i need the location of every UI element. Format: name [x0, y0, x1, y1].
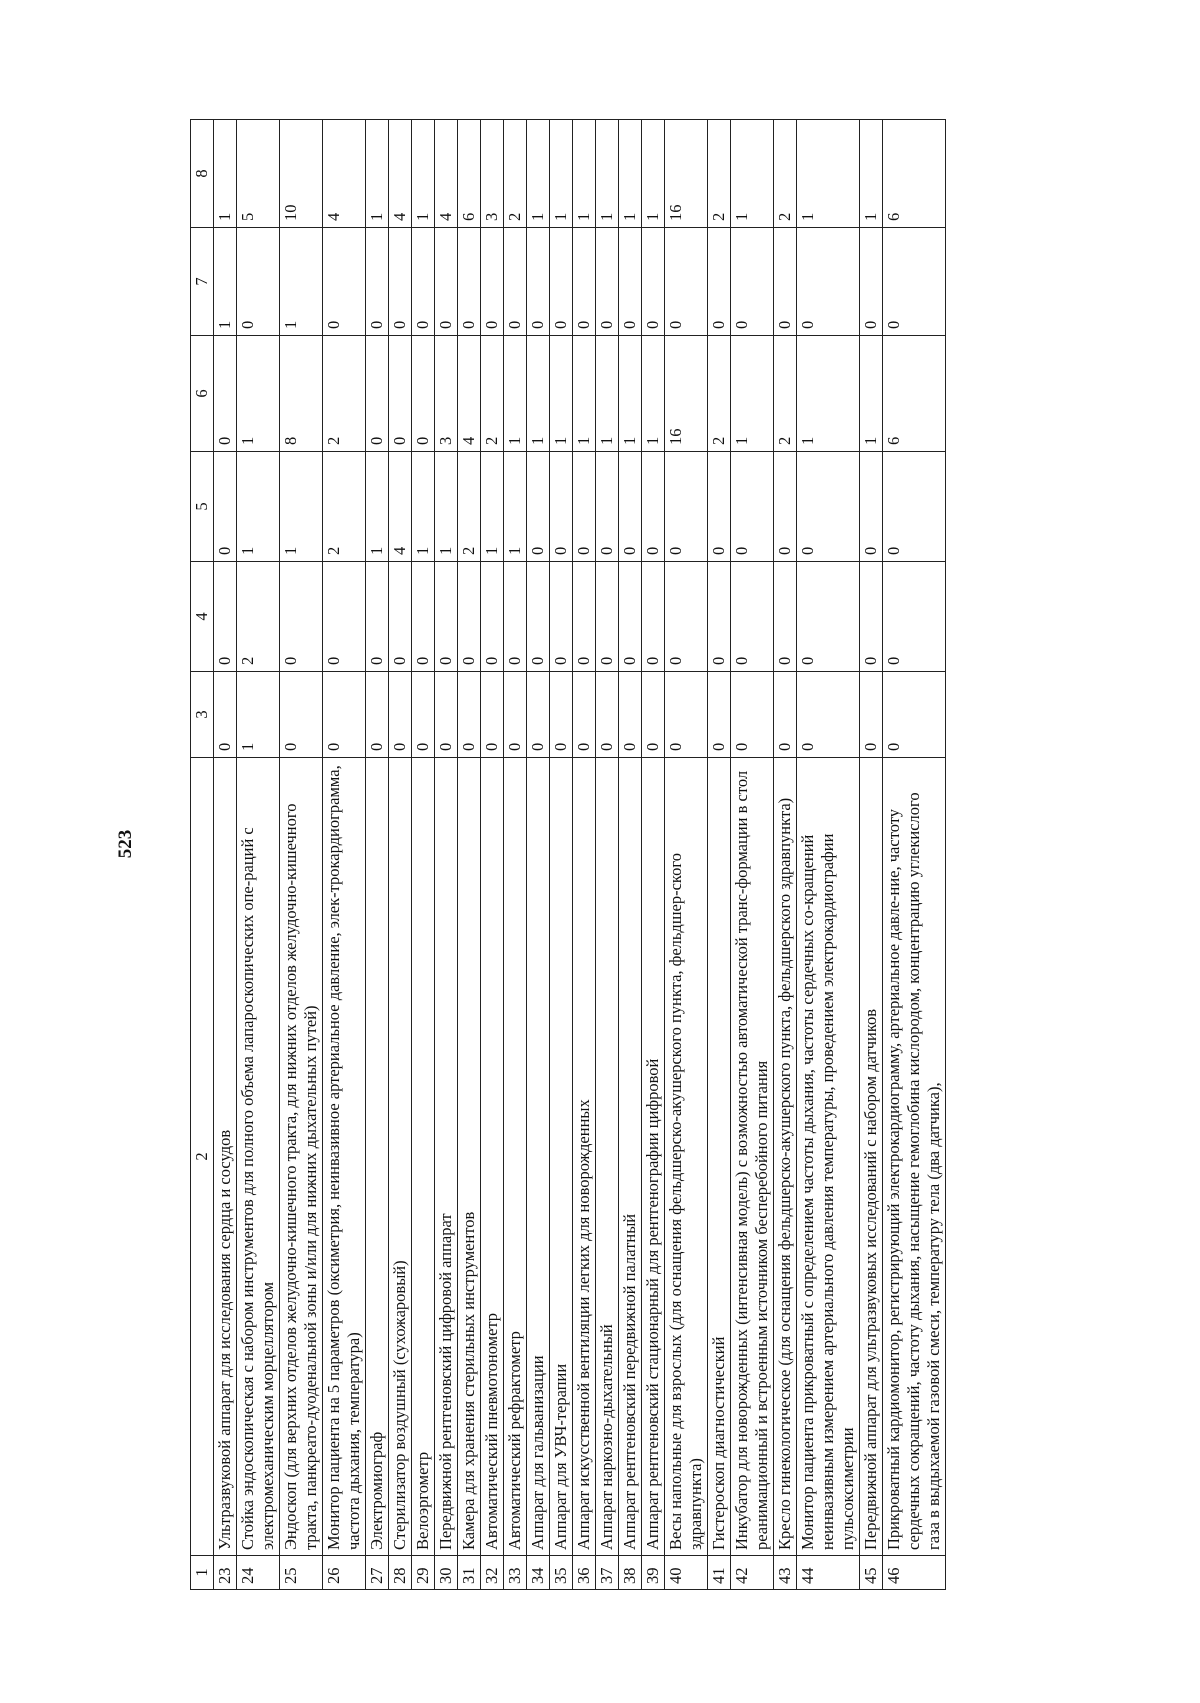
- col5-value: 0: [619, 452, 642, 562]
- col7-value: 0: [883, 228, 946, 336]
- equipment-name: Монитор пациента на 5 параметров (оксиметрия, неинвазивное артериальное давление, элек-трокардиограмма, частота дыхания, температура): [323, 758, 366, 1556]
- col5-value: 0: [860, 452, 883, 562]
- col4-value: 0: [366, 562, 389, 672]
- col4-value: 0: [527, 562, 550, 672]
- col5-value: 0: [883, 452, 946, 562]
- total-value: 6: [458, 120, 481, 228]
- table-row: [389, 120, 412, 1590]
- col6-value: 1: [619, 336, 642, 452]
- total-value: 1: [619, 120, 642, 228]
- equipment-name: Аппарат наркозно-дыхательный: [596, 758, 619, 1556]
- col3-value: 0: [280, 672, 323, 758]
- col3-value: 0: [596, 672, 619, 758]
- col4-value: 0: [458, 562, 481, 672]
- col3-value: 0: [619, 672, 642, 758]
- total-value: 5: [237, 120, 280, 228]
- table-row: [458, 120, 481, 1590]
- table-row: [797, 120, 860, 1590]
- col5-value: 0: [708, 452, 731, 562]
- table-row: [774, 120, 797, 1590]
- col4-value: 0: [389, 562, 412, 672]
- col3-value: 0: [642, 672, 665, 758]
- total-value: 1: [412, 120, 435, 228]
- row-number: 35: [550, 1556, 573, 1590]
- col3-value: 0: [435, 672, 458, 758]
- col7-value: 0: [797, 228, 860, 336]
- row-number: 29: [412, 1556, 435, 1590]
- total-value: 1: [527, 120, 550, 228]
- header-col-6: 6: [191, 336, 214, 452]
- header-col-1: 1: [191, 1556, 214, 1590]
- col6-value: 6: [883, 336, 946, 452]
- col5-value: 1: [280, 452, 323, 562]
- row-number: 26: [323, 1556, 366, 1590]
- col4-value: 0: [642, 562, 665, 672]
- table-row: [550, 120, 573, 1590]
- total-value: 1: [642, 120, 665, 228]
- col6-value: 16: [665, 336, 708, 452]
- col5-value: 0: [214, 452, 237, 562]
- total-value: 3: [481, 120, 504, 228]
- col5-value: 0: [550, 452, 573, 562]
- col4-value: 0: [573, 562, 596, 672]
- equipment-name: Автоматический пневмотонометр: [481, 758, 504, 1556]
- row-number: 41: [708, 1556, 731, 1590]
- col5-value: 0: [731, 452, 774, 562]
- col4-value: 0: [797, 562, 860, 672]
- equipment-name: Инкубатор для новорожденных (интенсивная модель) с возможностью автоматической транс-формации в стол реанимационный и встроенным источником бесперебойного питания: [731, 758, 774, 1556]
- col7-value: 0: [481, 228, 504, 336]
- total-value: 4: [323, 120, 366, 228]
- table-row: [481, 120, 504, 1590]
- col4-value: 0: [619, 562, 642, 672]
- col5-value: 1: [237, 452, 280, 562]
- row-number: 31: [458, 1556, 481, 1590]
- col4-value: 0: [596, 562, 619, 672]
- col3-value: 0: [860, 672, 883, 758]
- col7-value: 0: [412, 228, 435, 336]
- col7-value: 0: [731, 228, 774, 336]
- table-row: [323, 120, 366, 1590]
- table-body: [214, 120, 946, 1590]
- total-value: 16: [665, 120, 708, 228]
- col7-value: 1: [280, 228, 323, 336]
- equipment-name: Ультразвуковой аппарат для исследования сердца и сосудов: [214, 758, 237, 1556]
- col5-value: 0: [527, 452, 550, 562]
- col5-value: 0: [573, 452, 596, 562]
- col7-value: 0: [619, 228, 642, 336]
- table-row: [214, 120, 237, 1590]
- row-number: 42: [731, 1556, 774, 1590]
- col6-value: 1: [527, 336, 550, 452]
- row-number: 38: [619, 1556, 642, 1590]
- table-row: [504, 120, 527, 1590]
- equipment-name: Стерилизатор воздушный (сухожаровый): [389, 758, 412, 1556]
- col3-value: 0: [366, 672, 389, 758]
- equipment-name: Аппарат рентгеновский стационарный для рентгенографии цифровой: [642, 758, 665, 1556]
- col3-value: 0: [412, 672, 435, 758]
- row-number: 30: [435, 1556, 458, 1590]
- col7-value: 0: [527, 228, 550, 336]
- equipment-name: Электромиограф: [366, 758, 389, 1556]
- row-number: 34: [527, 1556, 550, 1590]
- row-number: 45: [860, 1556, 883, 1590]
- total-value: 1: [731, 120, 774, 228]
- table-row: [280, 120, 323, 1590]
- col7-value: 0: [665, 228, 708, 336]
- col5-value: 0: [774, 452, 797, 562]
- col6-value: 2: [481, 336, 504, 452]
- col7-value: 0: [550, 228, 573, 336]
- col3-value: 0: [458, 672, 481, 758]
- col3-value: 0: [504, 672, 527, 758]
- row-number: 23: [214, 1556, 237, 1590]
- col6-value: 3: [435, 336, 458, 452]
- col3-value: 0: [731, 672, 774, 758]
- col7-value: 0: [504, 228, 527, 336]
- col5-value: 1: [412, 452, 435, 562]
- row-number: 46: [883, 1556, 946, 1590]
- col3-value: 0: [665, 672, 708, 758]
- col7-value: 0: [237, 228, 280, 336]
- header-col-3: 3: [191, 672, 214, 758]
- header-col-2: 2: [191, 758, 214, 1556]
- col6-value: 1: [596, 336, 619, 452]
- table-row: [527, 120, 550, 1590]
- total-value: 1: [797, 120, 860, 228]
- col6-value: 1: [860, 336, 883, 452]
- col3-value: 0: [797, 672, 860, 758]
- col5-value: 1: [481, 452, 504, 562]
- equipment-name: Эндоскоп (для верхних отделов желудочно-кишечного тракта, для нижних отделов желудочно-кишечного тракта, панкреато-дуоденальной зоны и/или для нижних дыхательных путей): [280, 758, 323, 1556]
- col4-value: 2: [237, 562, 280, 672]
- col7-value: 0: [458, 228, 481, 336]
- row-number: 33: [504, 1556, 527, 1590]
- col4-value: 0: [412, 562, 435, 672]
- equipment-name: Стойка эндоскопическая с набором инструментов для полного объема лапароскопических опе-раций с электромеханическим морцеллятором: [237, 758, 280, 1556]
- row-number: 27: [366, 1556, 389, 1590]
- total-value: 1: [860, 120, 883, 228]
- table-row: [573, 120, 596, 1590]
- col4-value: 0: [665, 562, 708, 672]
- col5-value: 1: [366, 452, 389, 562]
- col5-value: 0: [642, 452, 665, 562]
- col3-value: 0: [323, 672, 366, 758]
- table-row: [619, 120, 642, 1590]
- col6-value: 1: [237, 336, 280, 452]
- col6-value: 2: [708, 336, 731, 452]
- equipment-name: Аппарат рентгеновский передвижной палатный: [619, 758, 642, 1556]
- equipment-name: Аппарат для гальванизации: [527, 758, 550, 1556]
- col7-value: 0: [389, 228, 412, 336]
- row-number: 37: [596, 1556, 619, 1590]
- col4-value: 0: [280, 562, 323, 672]
- col3-value: 0: [550, 672, 573, 758]
- col6-value: 4: [458, 336, 481, 452]
- row-number: 25: [280, 1556, 323, 1590]
- equipment-name: Велоэргометр: [412, 758, 435, 1556]
- total-value: 1: [550, 120, 573, 228]
- col4-value: 0: [214, 562, 237, 672]
- col7-value: 0: [860, 228, 883, 336]
- col6-value: 1: [642, 336, 665, 452]
- col4-value: 0: [435, 562, 458, 672]
- col7-value: 0: [708, 228, 731, 336]
- col7-value: 0: [366, 228, 389, 336]
- col7-value: 1: [214, 228, 237, 336]
- col4-value: 0: [550, 562, 573, 672]
- col3-value: 0: [774, 672, 797, 758]
- header-col-4: 4: [191, 562, 214, 672]
- total-value: 2: [774, 120, 797, 228]
- equipment-name: Передвижной рентгеновский цифровой аппарат: [435, 758, 458, 1556]
- equipment-name: Камера для хранения стерильных инструментов: [458, 758, 481, 1556]
- col7-value: 0: [596, 228, 619, 336]
- table-row: [596, 120, 619, 1590]
- col6-value: 1: [550, 336, 573, 452]
- table-row: [366, 120, 389, 1590]
- table-row: [237, 120, 280, 1590]
- table-row: [708, 120, 731, 1590]
- col5-value: 0: [665, 452, 708, 562]
- col5-value: 1: [504, 452, 527, 562]
- col3-value: 0: [708, 672, 731, 758]
- total-value: 6: [883, 120, 946, 228]
- col6-value: 1: [504, 336, 527, 452]
- row-number: 28: [389, 1556, 412, 1590]
- col7-value: 0: [573, 228, 596, 336]
- col4-value: 0: [860, 562, 883, 672]
- equipment-name: Прикроватный кардиомонитор, регистрирующий электрокардиограмму, артериальное давле-ние, частоту сердечных сокращений, частоту дыхания, насыщение гемоглобина кислородом, концентрацию углекислого газа в выдыхаемой газовой смеси, температуру тела (два датчика),: [883, 758, 946, 1556]
- table-row: [412, 120, 435, 1590]
- total-value: 2: [504, 120, 527, 228]
- col5-value: 2: [323, 452, 366, 562]
- col6-value: 0: [389, 336, 412, 452]
- col3-value: 0: [883, 672, 946, 758]
- col7-value: 0: [323, 228, 366, 336]
- total-value: 4: [389, 120, 412, 228]
- total-value: 1: [573, 120, 596, 228]
- table-row: [642, 120, 665, 1590]
- row-number: 40: [665, 1556, 708, 1590]
- header-row: [191, 120, 214, 1590]
- col5-value: 0: [797, 452, 860, 562]
- equipment-name: Аппарат искусственной вентиляции легких для новорожденных: [573, 758, 596, 1556]
- col6-value: 2: [774, 336, 797, 452]
- col6-value: 8: [280, 336, 323, 452]
- row-number: 24: [237, 1556, 280, 1590]
- col7-value: 0: [642, 228, 665, 336]
- col4-value: 0: [774, 562, 797, 672]
- header-col-8: 8: [191, 120, 214, 228]
- col6-value: 1: [573, 336, 596, 452]
- total-value: 4: [435, 120, 458, 228]
- col4-value: 0: [731, 562, 774, 672]
- row-number: 32: [481, 1556, 504, 1590]
- row-number: 43: [774, 1556, 797, 1590]
- equipment-name: Весы напольные для взрослых (для оснащения фельдшерско-акушерского пункта, фельдшер-ского здравпункта): [665, 758, 708, 1556]
- col5-value: 0: [596, 452, 619, 562]
- col6-value: 0: [214, 336, 237, 452]
- page-number: 523: [115, 829, 136, 859]
- col7-value: 0: [774, 228, 797, 336]
- total-value: 2: [708, 120, 731, 228]
- total-value: 10: [280, 120, 323, 228]
- header-col-7: 7: [191, 228, 214, 336]
- equipment-name: Монитор пациента прикроватный с определением частоты дыхания, частоты сердечных со-кращений неинвазивным измерением артериального давления температуры, проведением электрокардиографии пульсоксиметрии: [797, 758, 860, 1556]
- col5-value: 4: [389, 452, 412, 562]
- col3-value: 0: [527, 672, 550, 758]
- row-number: 44: [797, 1556, 860, 1590]
- col6-value: 1: [797, 336, 860, 452]
- row-number: 36: [573, 1556, 596, 1590]
- equipment-table: [190, 119, 946, 1590]
- equipment-name: Автоматический рефрактометр: [504, 758, 527, 1556]
- equipment-name: Гистероскоп диагностический: [708, 758, 731, 1556]
- table-row: [665, 120, 708, 1590]
- table-row: [731, 120, 774, 1590]
- col5-value: 2: [458, 452, 481, 562]
- col3-value: 1: [237, 672, 280, 758]
- row-number: 39: [642, 1556, 665, 1590]
- col6-value: 0: [412, 336, 435, 452]
- col4-value: 0: [481, 562, 504, 672]
- col3-value: 0: [389, 672, 412, 758]
- col4-value: 0: [883, 562, 946, 672]
- header-col-5: 5: [191, 452, 214, 562]
- total-value: 1: [366, 120, 389, 228]
- table-row: [883, 120, 946, 1590]
- col4-value: 0: [708, 562, 731, 672]
- equipment-name: Передвижной аппарат для ультразвуковых исследований с набором датчиков: [860, 758, 883, 1556]
- col4-value: 0: [323, 562, 366, 672]
- table-row: [860, 120, 883, 1590]
- equipment-name: Кресло гинекологическое (для оснащения фельдшерско-акушерского пункта, фельдшерского здравпункта): [774, 758, 797, 1556]
- col4-value: 0: [504, 562, 527, 672]
- table-row: [435, 120, 458, 1590]
- total-value: 1: [596, 120, 619, 228]
- total-value: 1: [214, 120, 237, 228]
- col3-value: 0: [214, 672, 237, 758]
- col7-value: 0: [435, 228, 458, 336]
- col6-value: 2: [323, 336, 366, 452]
- col3-value: 0: [481, 672, 504, 758]
- equipment-name: Аппарат для УВЧ-терапии: [550, 758, 573, 1556]
- col6-value: 0: [366, 336, 389, 452]
- col5-value: 1: [435, 452, 458, 562]
- col3-value: 0: [573, 672, 596, 758]
- col6-value: 1: [731, 336, 774, 452]
- rotated-table-container: [190, 120, 1050, 1590]
